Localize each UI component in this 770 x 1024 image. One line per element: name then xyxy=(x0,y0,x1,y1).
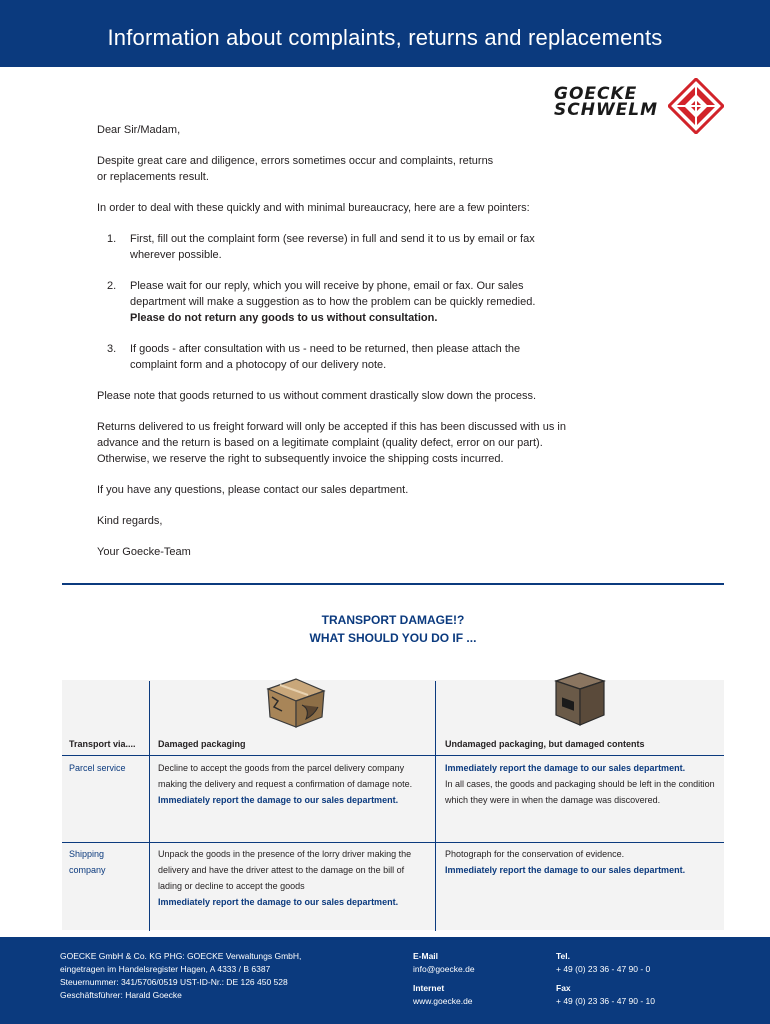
damaged-action: Immediately report the damage to our sales department. xyxy=(158,795,399,805)
column-header-damaged: Damaged packaging xyxy=(158,739,246,749)
paragraph-4: Returns delivered to us freight forward will only be accepted if this has been discussed with us in advance and the return is based on a legitimate complaint (quality defect, error on our part). Otherwise, we reserve the right to subsequently invoice the shipping costs incurred. xyxy=(97,421,566,465)
footer-phone-contacts xyxy=(556,950,655,1008)
undamaged-action: Immediately report the damage to our sales department. xyxy=(445,763,686,773)
step-text: First, fill out the complaint form (see reverse) in full and send it to us by email or fax wherever possible. xyxy=(130,233,535,261)
footer-company-info xyxy=(60,950,301,1002)
tel-value: + 49 (0) 23 36 - 47 90 - 0 xyxy=(556,964,651,974)
list-item xyxy=(97,231,547,263)
paragraph-2: In order to deal with these quickly and with minimal bureaucracy, here are a few pointers: xyxy=(97,202,530,214)
table-cell-damaged xyxy=(158,846,426,910)
page-title: Information about complaints, returns and replacements xyxy=(107,25,663,50)
damaged-box-icon xyxy=(262,671,328,731)
letter-body xyxy=(97,122,617,575)
list-item xyxy=(97,278,579,326)
damaged-instructions: Unpack the goods in the presence of the lorry driver making the delivery and have the driver attest to the damage on the bill of lading or decline to accept the goods xyxy=(158,849,412,891)
table-column-divider xyxy=(435,681,436,931)
step-number: 3. xyxy=(107,343,117,355)
fax-label: Fax xyxy=(556,983,571,993)
undamaged-action: Immediately report the damage to our sales department. xyxy=(445,865,686,875)
paragraph-1: Despite great care and diligence, errors sometimes occur and complaints, returns or replacements result. xyxy=(97,155,494,183)
logo-wordmark xyxy=(554,86,658,118)
transport-damage-heading xyxy=(62,611,724,647)
paragraph-3: Please note that goods returned to us without comment drastically slow down the process. xyxy=(97,390,537,402)
undamaged-box-icon xyxy=(550,669,610,729)
website-link[interactable]: www.goecke.de xyxy=(413,996,473,1006)
transport-heading-line-1: TRANSPORT DAMAGE!? xyxy=(321,613,465,627)
tel-label: Tel. xyxy=(556,951,571,961)
footer-line: eingetragen im Handelsregister Hagen, A 4333 / B 6387 xyxy=(60,964,271,974)
diamond-logo-icon xyxy=(668,78,724,134)
greeting: Dear Sir/Madam, xyxy=(97,124,181,136)
section-divider xyxy=(62,583,724,585)
transport-heading-line-2: WHAT SHOULD YOU DO IF ... xyxy=(309,631,477,645)
undamaged-instructions: Photograph for the conservation of evidence. xyxy=(445,849,625,859)
step-text: If goods - after consultation with us - need to be returned, then please attach the complaint form and a photocopy of our delivery note. xyxy=(130,343,521,371)
table-cell-undamaged xyxy=(445,760,720,808)
footer-line: Geschäftsführer: Harald Goecke xyxy=(60,990,182,1000)
table-row-divider xyxy=(62,755,724,756)
fax-value: + 49 (0) 23 36 - 47 90 - 10 xyxy=(556,996,655,1006)
signature: Your Goecke-Team xyxy=(97,546,191,558)
logo-line-2: SCHWELM xyxy=(554,100,659,120)
footer-line: Steuernummer: 341/5706/0519 UST-ID-Nr.: DE 126 450 528 xyxy=(60,977,288,987)
table-column-divider xyxy=(149,681,150,931)
email-link[interactable]: info@goecke.de xyxy=(413,964,475,974)
paragraph-5: If you have any questions, please contact our sales department. xyxy=(97,484,409,496)
footer-web-contacts xyxy=(413,950,475,1008)
damaged-instructions: Decline to accept the goods from the parcel delivery company making the delivery and request a confirmation of damage note. xyxy=(158,763,413,789)
table-row-via: Shipping company xyxy=(69,849,106,875)
page-header xyxy=(0,0,770,67)
footer-line: GOECKE GmbH & Co. KG PHG: GOECKE Verwaltungs GmbH, xyxy=(60,951,302,961)
step-text: Please wait for our reply, which you will receive by phone, email or fax. Our sales department will make a suggestion as to how the problem can be quickly remedied. xyxy=(130,280,536,308)
list-item xyxy=(97,341,547,373)
closing: Kind regards, xyxy=(97,515,163,527)
email-label: E-Mail xyxy=(413,951,439,961)
column-header-undamaged: Undamaged packaging, but damaged contents xyxy=(445,739,645,749)
logo-line-1: GOECKE xyxy=(554,84,638,104)
internet-label: Internet xyxy=(413,983,445,993)
damaged-action: Immediately report the damage to our sales department. xyxy=(158,897,399,907)
step-warning: Please do not return any goods to us without consultation. xyxy=(130,312,438,324)
table-row-divider xyxy=(62,842,724,843)
step-number: 1. xyxy=(107,233,117,245)
table-cell-damaged xyxy=(158,760,426,808)
column-header-transport: Transport via.... xyxy=(69,739,136,749)
table-row-via: Parcel service xyxy=(69,763,126,773)
steps-list xyxy=(97,231,617,373)
page-footer xyxy=(0,937,770,1024)
table-cell-undamaged xyxy=(445,846,720,878)
step-number: 2. xyxy=(107,280,117,292)
undamaged-instructions: In all cases, the goods and packaging should be left in the condition which they were in when the damage was discovered. xyxy=(445,779,715,805)
